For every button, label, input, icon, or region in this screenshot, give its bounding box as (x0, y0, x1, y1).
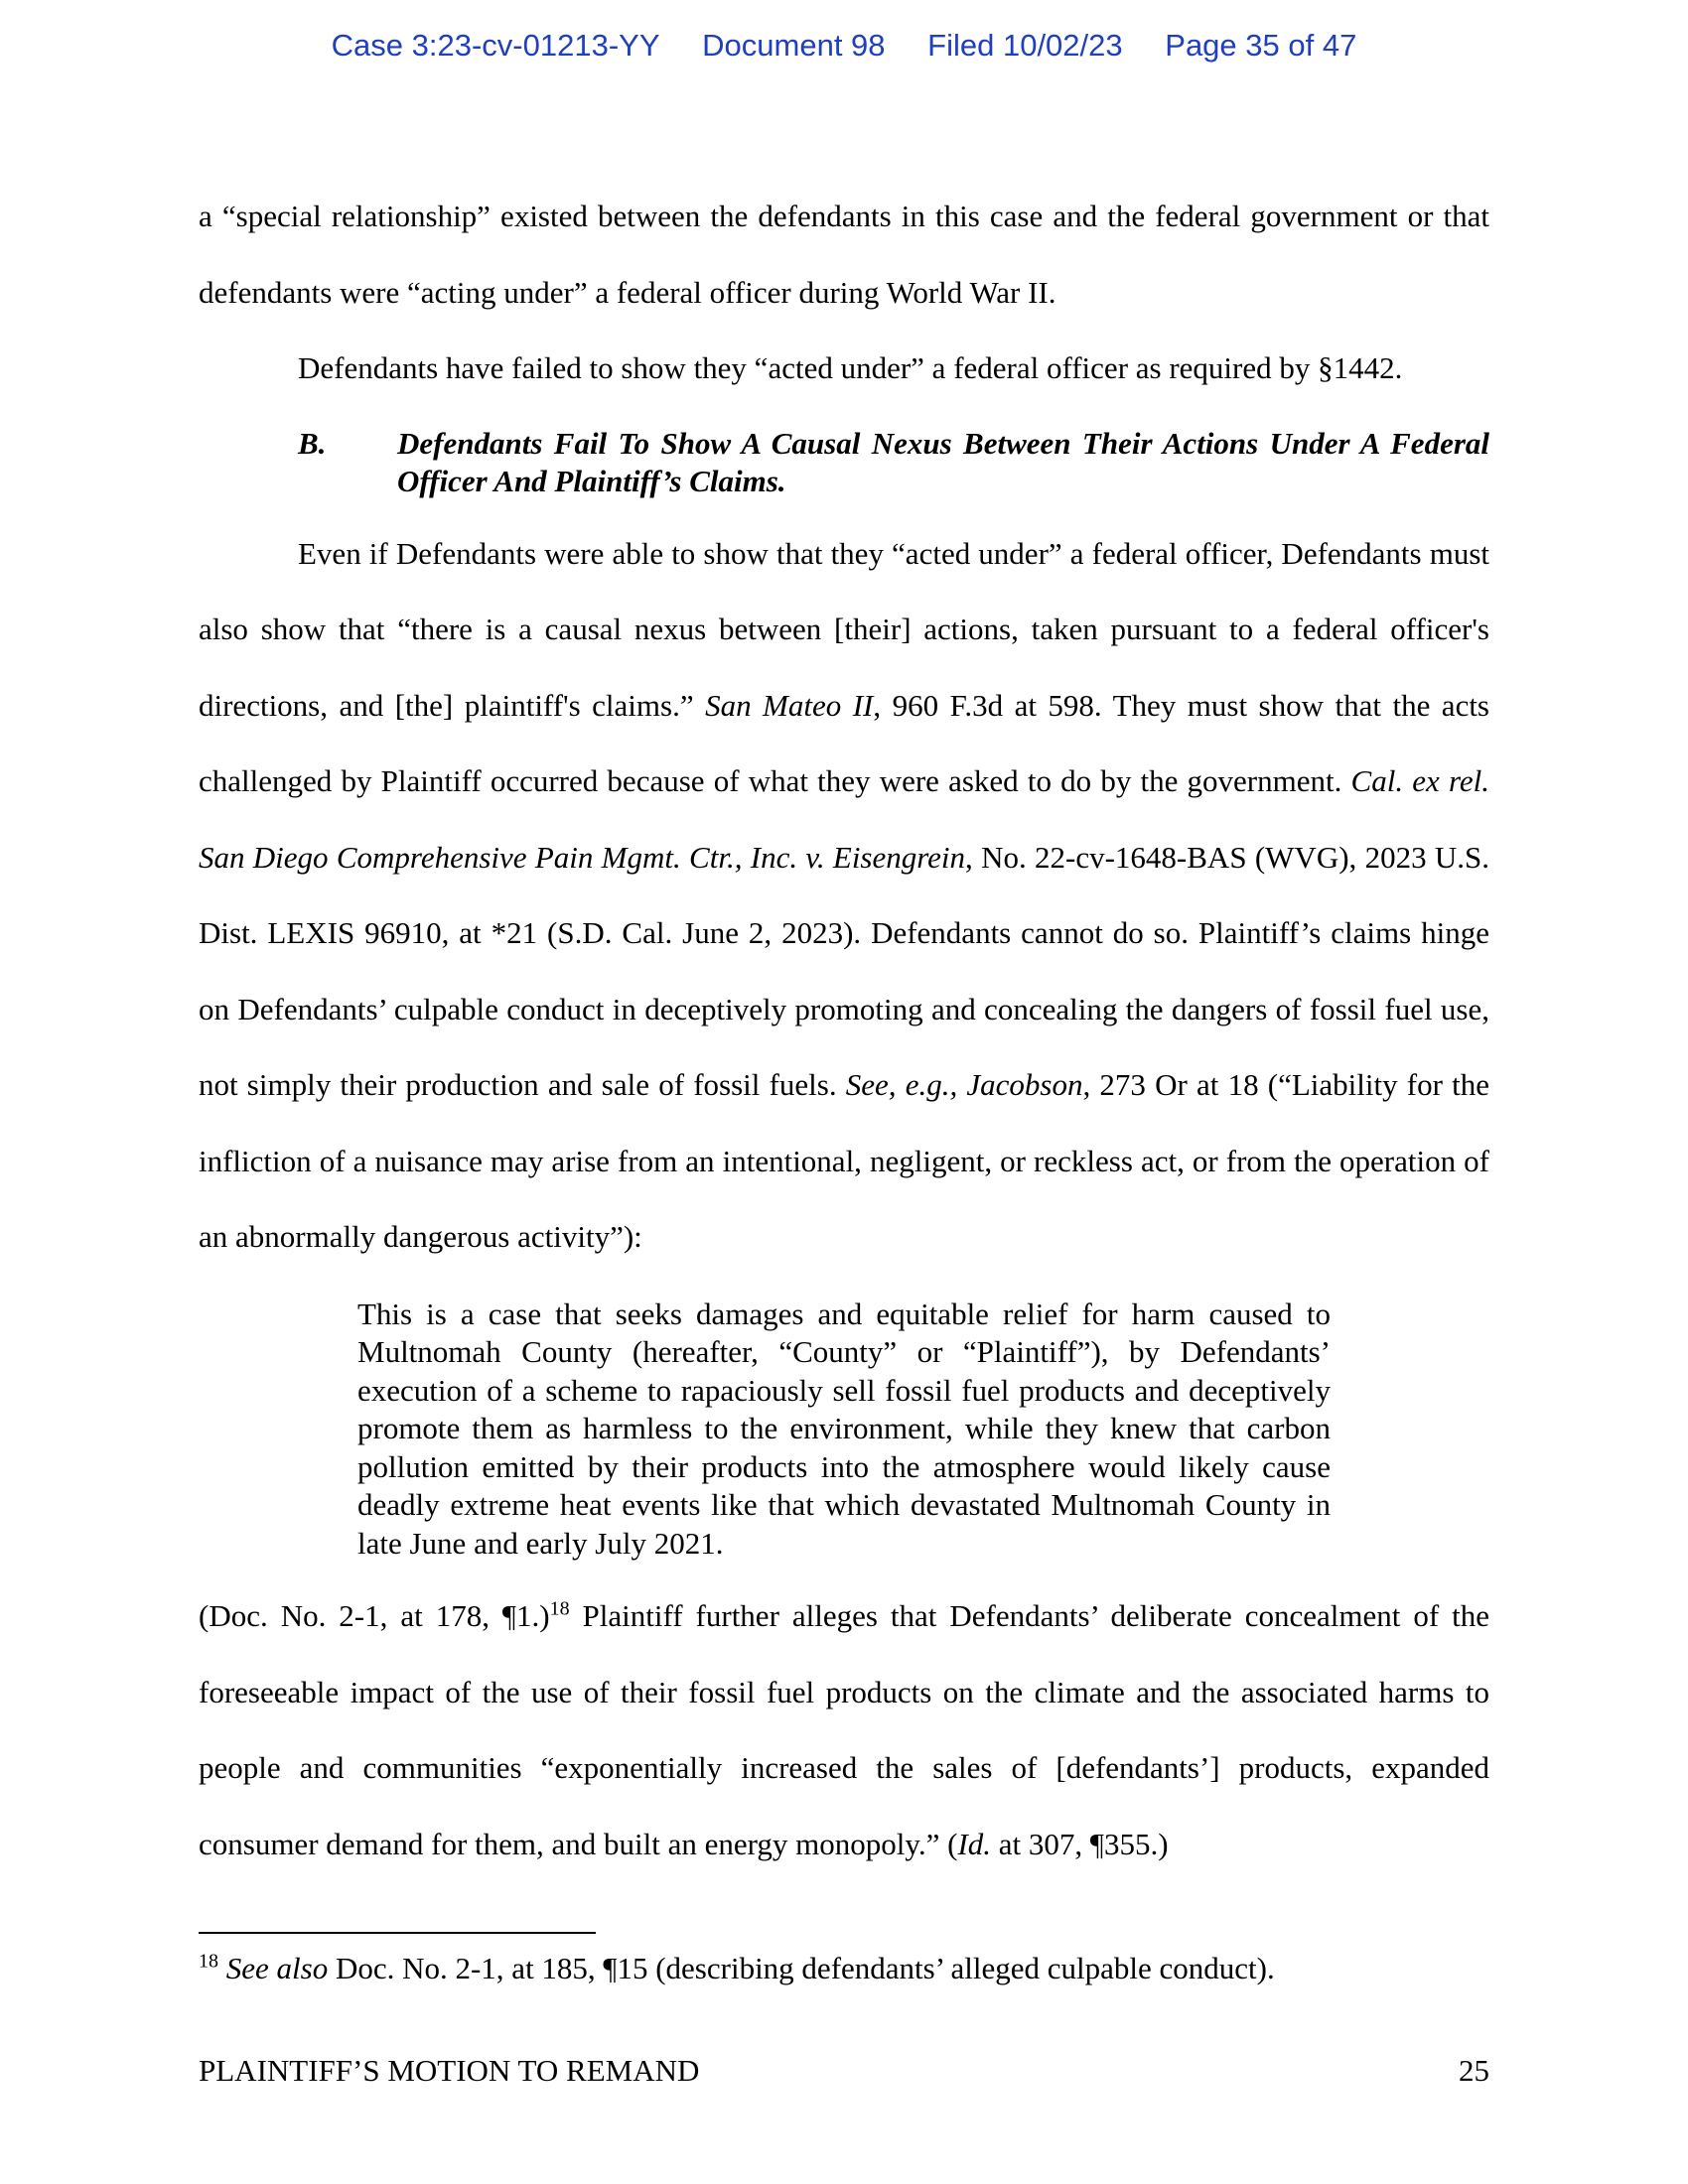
paragraph-allegations (199, 1578, 1489, 1882)
case-citation: San Mateo II (705, 687, 874, 723)
block-quote: This is a case that seeks damages and equitable relief for harm caused to Multnomah County (hereafter, “County” or “Plaintiff”), by Defendants’ execution of a scheme to rapaciously sell fossil fuel products and deceptively promote them as harmless to the environment, while they knew that carbon pollution emitted by their products into the atmosphere would likely cause deadly extreme heat events like that which devastated Multnomah County in late June and early July 2021. (357, 1296, 1331, 1561)
case-citation: Id. (957, 1826, 992, 1861)
document-number: Document 98 (702, 28, 886, 63)
page-count: Page 35 of 47 (1165, 28, 1357, 63)
case-number: Case 3:23-cv-01213-YY (331, 28, 660, 63)
paragraph-causal-nexus (199, 516, 1489, 1276)
case-citation: Cal. ex rel. San Diego Comprehensive Pain Mgmt. Ctr., Inc. v. Eisengrein (199, 763, 1489, 875)
document-body (199, 179, 1489, 1882)
citation-signal: See also (225, 1951, 329, 1985)
filed-date: Filed 10/02/23 (927, 28, 1123, 63)
page-footer (199, 2053, 1489, 2089)
text-run: , 960 F.3d at 598. They must show that the acts challenged by Plaintiff occurred because of what they were asked to do by the government. (199, 687, 1489, 798)
text-run: Even if Defendants were able to show that they “acted under” a federal officer, Defendants must also show that “there is a causal nexus between [their] actions, taken pursuant to a federal officer's directions, and [the] plaintiff's claims.” (199, 535, 1489, 723)
page-number: 25 (1459, 2053, 1489, 2088)
case-citation: See, e.g., Jacobson (845, 1067, 1083, 1102)
section-heading-b (199, 425, 1489, 500)
text-run: , 273 Or at 18 (“Liability for the infliction of a nuisance may arise from an intentional, negligent, or reckless act, or from the operation of an abnormally dangerous activity”): (199, 1067, 1489, 1254)
footnote-divider (199, 1932, 596, 1934)
footer-title: PLAINTIFF’S MOTION TO REMAND (199, 2053, 700, 2088)
section-letter: B. (298, 425, 327, 461)
text-run: at 307, ¶355.) (991, 1826, 1169, 1861)
ecf-header (0, 28, 1688, 64)
footnote-reference: 18 (549, 1597, 570, 1620)
text-run: Plaintiff further alleges that Defendants’ deliberate concealment of the foreseeable impact of the use of their fossil fuel products on the climate and the associated harms to people and communities “exponentially increased the sales of [defendants’] products, expanded consumer demand for them, and built an energy monopoly.” ( (199, 1598, 1489, 1861)
text-run: (Doc. No. 2-1, at 178, ¶1.) (199, 1598, 550, 1633)
section-heading-text: Defendants Fail To Show A Causal Nexus Between Their Actions Under A Federal Officer And Plaintiff’s Claims. (397, 425, 1489, 498)
footnote-text: Doc. No. 2-1, at 185, ¶15 (describing defendants’ alleged culpable conduct). (328, 1951, 1275, 1985)
text-run: , No. 22-cv-1648-BAS (WVG), 2023 U.S. Dist. LEXIS 96910, at *21 (S.D. Cal. June 2, 2023). Defendants cannot do so. Plaintiff’s claims hinge on Defendants’ culpable conduct in deceptively promoting and concealing the dangers of fossil fuel use, not simply their production and sale of fossil fuels. (199, 839, 1489, 1102)
paragraph-conclusion: Defendants have failed to show they “acted under” a federal officer as required by §1442. (298, 350, 1403, 385)
paragraph-continued: a “special relationship” existed between the defendants in this case and the federal government or that defendants were “acting under” a federal officer during World War II. (199, 199, 1489, 310)
footnote-number: 18 (199, 1950, 218, 1973)
footnote (199, 1950, 1489, 1987)
